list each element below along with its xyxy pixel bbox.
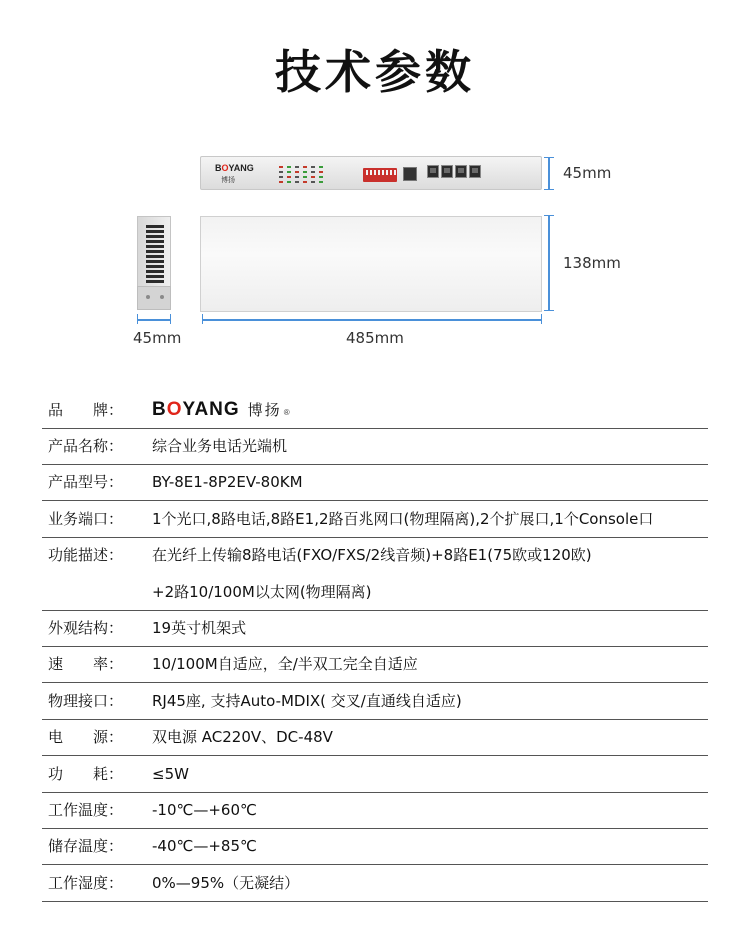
dim-line-side-width [137, 319, 171, 321]
dim-tick [170, 314, 171, 324]
led-icon [295, 181, 299, 183]
led-icon [295, 166, 299, 168]
ethernet-port [427, 165, 439, 178]
spec-value: 1个光口,8路电话,8路E1,2路百兆网口(物理隔离),2个扩展口,1个Console口 [152, 510, 654, 528]
vent-slot [146, 260, 164, 263]
page-title: 技术参数 [275, 45, 475, 99]
spec-label: 功能描述： [48, 546, 124, 564]
spec-row [42, 428, 708, 465]
spec-label: 产品型号： [48, 473, 124, 491]
spec-value: 综合业务电话光端机 [152, 437, 288, 455]
led-icon [311, 176, 315, 178]
screw-hole [160, 295, 164, 299]
led-icon [303, 176, 307, 178]
spec-row [42, 719, 708, 756]
spec-value: 双电源 AC220V、DC-48V [152, 728, 333, 746]
spec-value: 19英寸机架式 [152, 619, 247, 637]
spec-row [42, 464, 708, 501]
dim-tick [544, 310, 554, 311]
dip-toggle [374, 170, 376, 175]
dip-toggle [370, 170, 372, 175]
console-port [403, 167, 417, 181]
led-icon [311, 166, 315, 168]
dim-line-depth [548, 215, 550, 311]
spec-label: 物理接口： [48, 692, 124, 710]
dim-label-depth: 138mm [563, 254, 621, 272]
spec-value: ≤5W [152, 765, 189, 783]
vent-slot [146, 225, 164, 228]
vent-slot [146, 280, 164, 283]
device-top-view [200, 216, 542, 312]
spec-value: 0%—95%（无凝结） [152, 874, 300, 892]
vent-slot [146, 250, 164, 253]
spec-row [42, 756, 708, 793]
vent-slot [146, 270, 164, 273]
spec-label: 品 牌： [48, 401, 124, 419]
dim-label-front-height: 45mm [563, 164, 612, 182]
vent-slot [146, 245, 164, 248]
led-icon [287, 171, 291, 173]
spec-row [42, 501, 708, 538]
vent-slot [146, 240, 164, 243]
vent-slot [146, 235, 164, 238]
ethernet-port [469, 165, 481, 178]
device-logo-cn: 博扬 [221, 176, 235, 184]
led-icon [319, 176, 323, 178]
ethernet-port [455, 165, 467, 178]
led-icon [287, 176, 291, 178]
vent-slot [146, 275, 164, 278]
led-icon [295, 176, 299, 178]
rack-ear [137, 286, 171, 310]
dim-label-side-width: 45mm [133, 329, 182, 347]
dip-toggle [394, 170, 396, 175]
spec-value: 在光纤上传输8路电话(FXO/FXS/2线音频)+8路E1(75欧或120欧) [152, 546, 592, 564]
spec-label: 功 耗： [48, 765, 124, 783]
dim-tick [541, 314, 542, 324]
spec-value: +2路10/100M以太网(物理隔离) [152, 583, 372, 601]
led-icon [279, 171, 283, 173]
dim-line-front-height [548, 157, 550, 190]
spec-row [42, 828, 708, 865]
spec-label: 外观结构： [48, 619, 124, 637]
spec-value: RJ45座, 支持Auto-MDIX( 交叉/直通线自适应) [152, 692, 462, 710]
led-icon [303, 171, 307, 173]
led-indicators [279, 166, 339, 184]
led-icon [279, 166, 283, 168]
led-icon [279, 176, 283, 178]
spec-value: BY-8E1-8P2EV-80KM [152, 473, 303, 491]
device-logo: BOYANG [215, 163, 254, 173]
ethernet-port [441, 165, 453, 178]
spec-label: 电 源： [48, 728, 124, 746]
vent-slot [146, 255, 164, 258]
led-icon [303, 166, 307, 168]
spec-label: 储存温度： [48, 837, 124, 855]
spec-value: 10/100M自适应，全/半双工完全自适应 [152, 655, 418, 673]
led-icon [279, 181, 283, 183]
dim-tick [544, 189, 554, 190]
dip-toggle [382, 170, 384, 175]
spec-row [42, 537, 708, 573]
dim-tick [202, 314, 203, 324]
spec-label: 产品名称： [48, 437, 124, 455]
spec-value: -40℃—+85℃ [152, 837, 257, 855]
dip-switch [363, 168, 397, 182]
spec-label: 工作湿度： [48, 874, 124, 892]
brand-logo: BOYANG 博扬 ® [152, 399, 290, 420]
dim-line-width [202, 319, 542, 321]
led-icon [287, 181, 291, 183]
vent-slot [146, 230, 164, 233]
led-icon [311, 171, 315, 173]
screw-hole [146, 295, 150, 299]
vent-slot [146, 265, 164, 268]
spec-row [42, 646, 708, 683]
spec-row [42, 683, 708, 720]
dim-label-width: 485mm [346, 329, 404, 347]
spec-label: 业务端口： [48, 510, 124, 528]
spec-row [42, 574, 708, 611]
led-icon [287, 166, 291, 168]
dip-toggle [386, 170, 388, 175]
spec-row [42, 610, 708, 647]
led-icon [319, 181, 323, 183]
dip-toggle [390, 170, 392, 175]
led-icon [295, 171, 299, 173]
dim-tick [137, 314, 138, 324]
device-front-view [200, 156, 542, 190]
spec-label: 速 率： [48, 655, 124, 673]
led-icon [319, 171, 323, 173]
spec-value: -10℃—+60℃ [152, 801, 257, 819]
led-icon [311, 181, 315, 183]
led-icon [303, 181, 307, 183]
dim-tick [544, 157, 554, 158]
dim-tick [544, 215, 554, 216]
spec-label: 工作温度： [48, 801, 124, 819]
dip-toggle [366, 170, 368, 175]
spec-row-brand [42, 392, 708, 429]
dip-toggle [378, 170, 380, 175]
spec-row [42, 865, 708, 902]
spec-row [42, 792, 708, 829]
led-icon [319, 166, 323, 168]
